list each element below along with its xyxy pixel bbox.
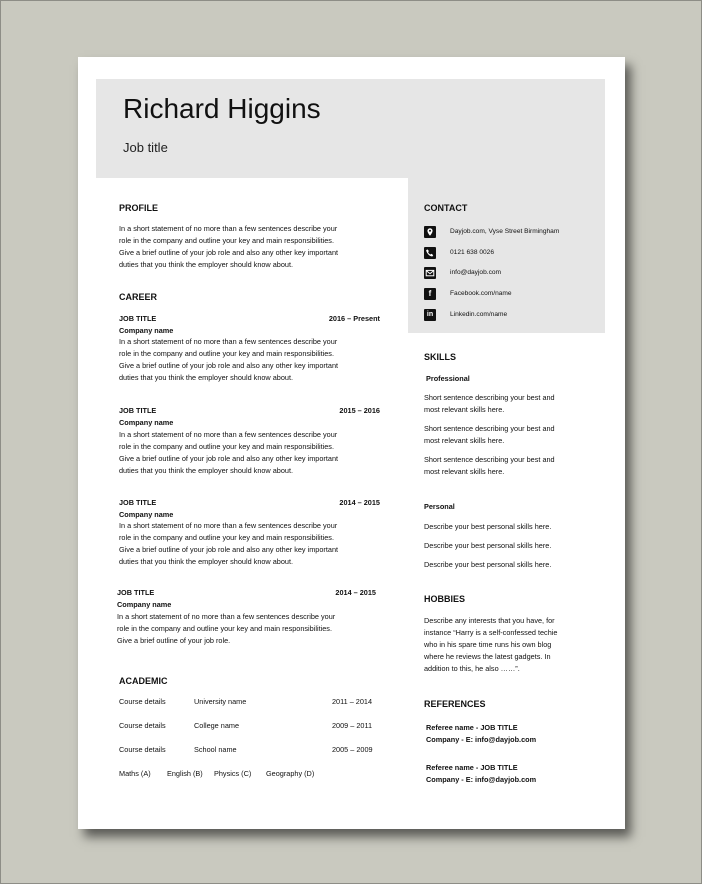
job-description-4: In a short statement of no more than a few sentences describe your role in the company and outline your key and main responsibilities. Give a brief outline of your job role. [117, 612, 336, 645]
phone-icon [424, 247, 436, 259]
candidate-name: Richard Higgins [123, 93, 321, 124]
reference-1: Referee name - JOB TITLE Company - E: info@dayjob.com [426, 723, 537, 744]
contact-panel [408, 178, 605, 333]
professional-skill-3: Short sentence describing your best and most relevant skills here. [424, 455, 555, 476]
job-description-1: In a short statement of no more than a few sentences describe your role in the company and outline your key and main responsibilities. Give a brief outline of your job role and also any other key important duties that you think the employer should know about. [119, 337, 339, 382]
contact-email: info@dayjob.com [450, 269, 502, 276]
header-band [96, 79, 605, 178]
academic-course-3: Course details [119, 745, 166, 754]
contact-heading: CONTACT [424, 203, 468, 213]
contact-address: Dayjob.com, Vyse Street Birmingham [450, 228, 560, 235]
personal-skill-2: Describe your best personal skills here. [424, 541, 552, 550]
profile-heading: PROFILE [119, 203, 159, 213]
skills-personal-heading: Personal [424, 502, 455, 511]
contact-phone: 0121 638 0026 [450, 249, 495, 256]
contact-linkedin: Linkedin.com/name [450, 311, 508, 318]
professional-skill-2: Short sentence describing your best and most relevant skills here. [424, 424, 555, 445]
skills-heading: SKILLS [424, 352, 457, 362]
job-description-2: In a short statement of no more than a few sentences describe your role in the company and outline your key and main responsibilities. Give a brief outline of your job role and also any other key important duties that you think the employer should know about. [119, 430, 339, 475]
academic-course-1: Course details [119, 697, 166, 706]
job-company-1: Company name [119, 326, 174, 335]
grade-geography: Geography (D) [266, 769, 315, 778]
academic-dates-2: 2009 – 2011 [332, 721, 373, 730]
academic-place-3: School name [194, 745, 237, 754]
facebook-icon: f [424, 288, 436, 300]
academic-place-2: College name [194, 721, 240, 730]
linkedin-icon: in [424, 309, 436, 321]
job-dates-2: 2015 – 2016 [339, 406, 380, 415]
academic-dates-1: 2011 – 2014 [332, 697, 373, 706]
job-dates-3: 2014 – 2015 [339, 498, 380, 507]
job-company-3: Company name [119, 510, 174, 519]
personal-skill-1: Describe your best personal skills here. [424, 522, 552, 531]
job-company-2: Company name [119, 418, 174, 427]
job-description-3: In a short statement of no more than a few sentences describe your role in the company and outline your key and main responsibilities. Give a brief outline of your job role and also any other key important duties that you think the employer should know about. [119, 521, 339, 566]
job-company-4: Company name [117, 600, 172, 609]
personal-skill-3: Describe your best personal skills here. [424, 560, 552, 569]
academic-course-2: Course details [119, 721, 166, 730]
job-title-3: JOB TITLE [119, 498, 157, 507]
email-icon [424, 267, 436, 279]
references-heading: REFERENCES [424, 699, 486, 709]
reference-2: Referee name - JOB TITLE Company - E: info@dayjob.com [426, 763, 537, 784]
job-dates-4: 2014 – 2015 [335, 588, 376, 597]
cv-page [78, 57, 625, 829]
academic-heading: ACADEMIC [119, 676, 168, 686]
career-heading: CAREER [119, 292, 158, 302]
job-title-1: JOB TITLE [119, 314, 157, 323]
hobbies-heading: HOBBIES [424, 594, 466, 604]
profile-text: In a short statement of no more than a few sentences describe your role in the company and outline your key and main responsibilities. Give a brief outline of your job role and also any other key important duties that you think the employer should know about. [119, 224, 339, 269]
academic-dates-3: 2005 – 2009 [332, 745, 373, 754]
contact-facebook: Facebook.com/name [450, 290, 512, 297]
grade-english: English (B) [167, 769, 203, 778]
professional-skill-1: Short sentence describing your best and most relevant skills here. [424, 393, 555, 414]
location-icon [424, 226, 436, 238]
grade-physics: Physics (C) [214, 769, 252, 778]
academic-place-1: University name [194, 697, 247, 706]
job-title-2: JOB TITLE [119, 406, 157, 415]
hobbies-text: Describe any interests that you have, for instance “Harry is a self-confessed techie who in his spare time runs his own blog where he reviews the latest gadgets. In addition to this, he also ……”. [424, 616, 558, 673]
candidate-job-title: Job title [123, 140, 168, 155]
job-dates-1: 2016 – Present [328, 314, 380, 323]
grade-maths: Maths (A) [119, 769, 151, 778]
job-title-4: JOB TITLE [117, 588, 155, 597]
skills-professional-heading: Professional [426, 374, 470, 383]
